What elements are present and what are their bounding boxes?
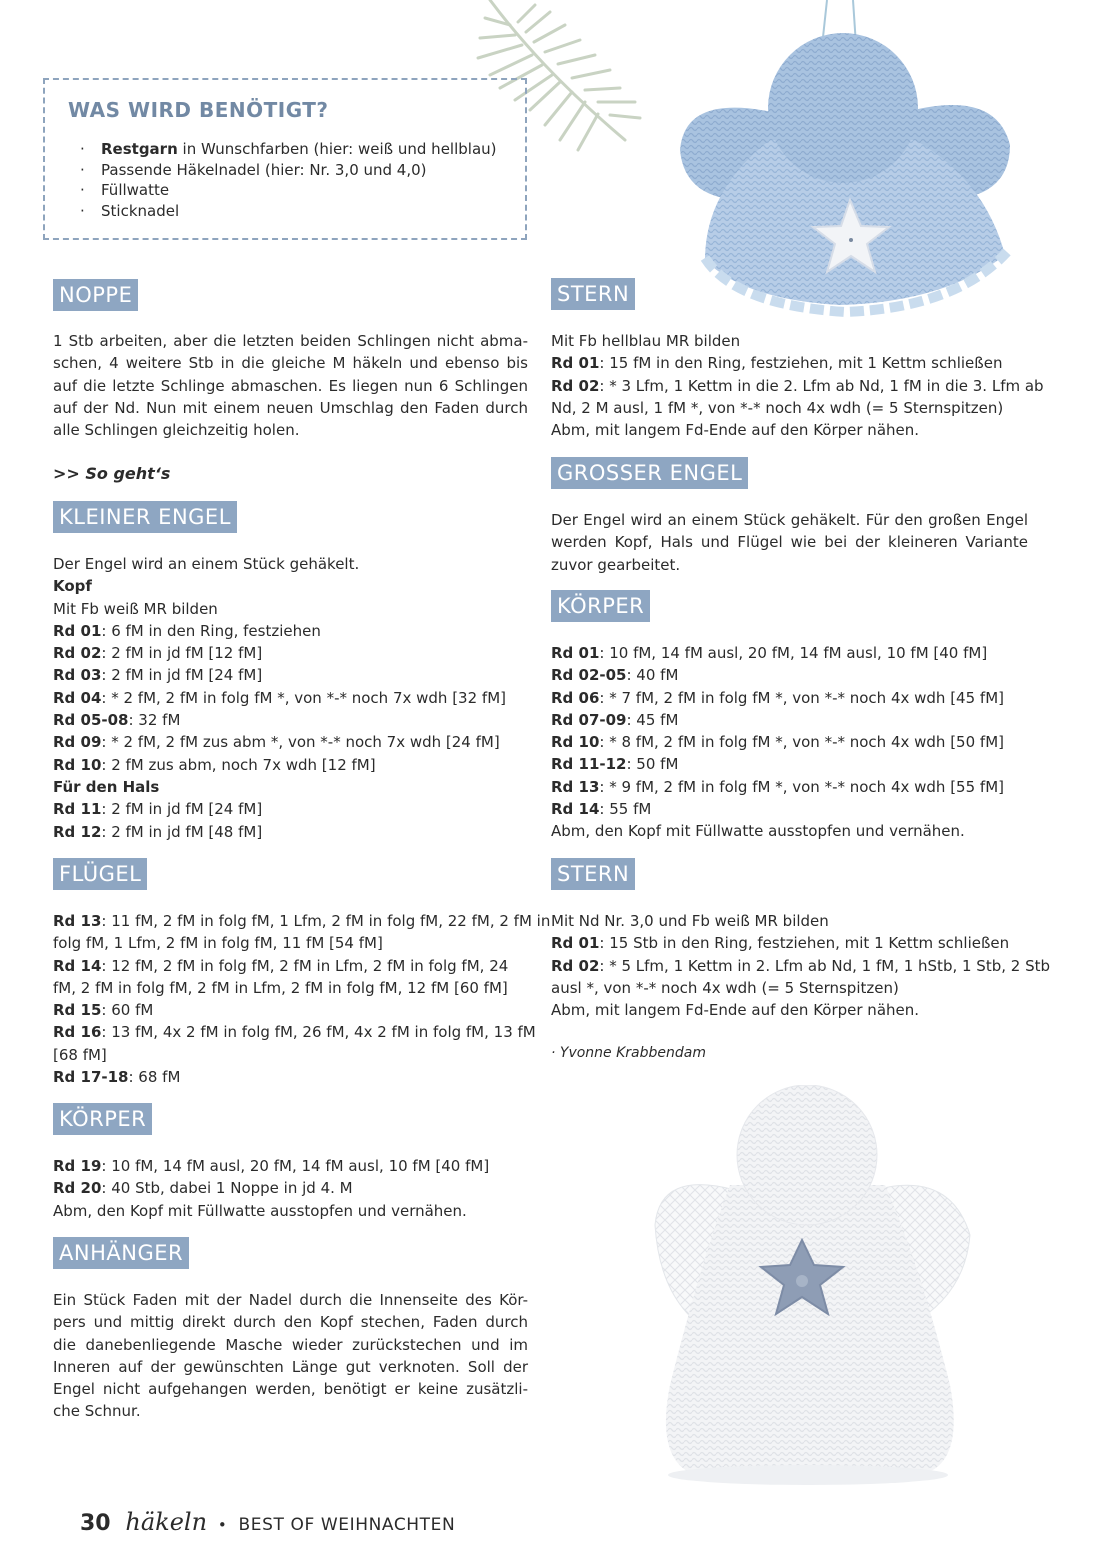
row-label: Rd 12 [53, 822, 102, 841]
row-line [551, 642, 1004, 664]
row-text: fM, 2 fM in folg fM, 2 fM in Lfm, 2 fM in folg fM, 12 fM [60 fM] [53, 978, 508, 997]
row-text: : 13 fM, 4x 2 fM in folg fM, 26 fM, 4x 2 fM in folg fM, 13 fM [101, 1023, 536, 1042]
row-line [53, 798, 506, 820]
row-label: Rd 10 [53, 755, 102, 774]
list-item [80, 201, 497, 222]
text-line: Engel nicht aufgehangen werden, benötigt er keine zusätzli- [53, 1380, 528, 1399]
text-line: Abm, mit langem Fd-Ende auf den Körper nähen. [551, 1001, 920, 1020]
section-heading-koerper-gross: KÖRPER [551, 590, 650, 622]
row-line [53, 955, 528, 977]
row-label: Rd 05-08 [53, 711, 129, 730]
text-line: ausl *, von *-* noch 4x wdh (= 5 Sternspitzen) [551, 978, 899, 997]
row-text: : 11 fM, 2 fM in folg fM, 1 Lfm, 2 fM in folg fM, 22 fM, 2 fM in [101, 912, 551, 930]
row-label: Rd 15 [53, 1001, 102, 1020]
row-label: Rd 17-18 [53, 1068, 129, 1087]
section-heading-grosser-engel: GROSSER ENGEL [551, 457, 748, 489]
item-bold: Restgarn [101, 140, 178, 158]
row-line [551, 687, 1004, 709]
row-line [53, 1044, 528, 1066]
row-text: : * 7 fM, 2 fM in folg fM *, von *-* noch 4x wdh [45 fM] [599, 688, 1004, 707]
section-heading-fluegel: FLÜGEL [53, 858, 147, 890]
subheading-hals: Für den Hals [53, 777, 160, 796]
row-line [53, 620, 506, 642]
row-text: : 10 fM, 14 fM ausl, 20 fM, 14 fM ausl, 10 fM [40 fM] [101, 1157, 490, 1175]
bullet-icon: · [80, 202, 85, 221]
row-label: Rd 03 [53, 666, 102, 685]
item-text: in Wunschfarben (hier: weiß und hellblau) [177, 140, 497, 158]
row-label: Rd 01 [53, 621, 102, 640]
row-label: Rd 13 [551, 777, 600, 796]
requirements-title: WAS WIRD BENÖTIGT? [68, 98, 329, 122]
item-text: Füllwatte [101, 181, 170, 200]
list-item [80, 180, 497, 201]
fluegel-text [53, 910, 551, 1088]
text-line: Der Engel wird an einem Stück gehäkelt. Für den großen Engel [551, 511, 1028, 529]
row-label: Rd 11 [53, 800, 102, 819]
row-line [53, 977, 528, 999]
blue-angel-photo [665, 30, 1035, 325]
text-line: Mit Nd Nr. 3,0 und Fb weiß MR bilden [551, 912, 829, 930]
row-text: : 40 Stb, dabei 1 Noppe in jd 4. M [101, 1179, 353, 1198]
list-item [80, 160, 497, 181]
row-label: Rd 10 [551, 733, 600, 752]
bullet-icon: · [80, 160, 85, 179]
text-line: alle Schlingen gleichzeitig holen. [53, 421, 300, 440]
row-text: : * 2 fM, 2 fM zus abm *, von *-* noch 7x wdh [24 fM] [101, 733, 500, 752]
row-label: Rd 14 [53, 956, 102, 975]
text-line: Ein Stück Faden mit der Nadel durch die Innenseite des Kör- [53, 1291, 528, 1309]
row-text: : 2 fM zus abm, noch 7x wdh [12 fM] [101, 755, 376, 774]
row-line [551, 932, 1028, 954]
section-heading-noppe: NOPPE [53, 279, 138, 311]
koerper-klein-text [53, 1155, 489, 1222]
row-label: Rd 02 [551, 376, 600, 395]
row-text: : * 2 fM, 2 fM in folg fM *, von *-* noch 7x wdh [32 fM] [101, 688, 506, 707]
subheading-kopf: Kopf [53, 577, 92, 596]
row-label: Rd 06 [551, 688, 600, 707]
row-label: Rd 02-05 [551, 666, 627, 685]
text-line: zuvor gearbeitet. [551, 555, 681, 574]
page-number: 30 [80, 1511, 111, 1536]
text-line: Abm, mit langem Fd-Ende auf den Körper nähen. [551, 421, 920, 440]
row-text: : 2 fM in jd fM [48 fM] [101, 822, 263, 841]
row-line [53, 642, 506, 664]
grosser-engel-text [551, 509, 1028, 576]
row-text: : * 5 Lfm, 1 Kettm in 2. Lfm ab Nd, 1 fM, 1 hStb, 1 Stb, 2 Stb [599, 956, 1051, 975]
footer-separator: • [217, 1516, 227, 1534]
item-text: Passende Häkelnadel (hier: Nr. 3,0 und 4,0) [101, 160, 427, 179]
text-line: auf der Nd. Nun mit einem neuen Umschlag den Faden durch [53, 398, 528, 417]
text-line: Inneren auf der gewünschten Länge gut verknoten. Soll der [53, 1357, 528, 1376]
row-text: : 40 fM [626, 666, 679, 685]
row-line [551, 731, 1004, 753]
row-line [53, 664, 506, 686]
row-text: : 15 Stb in den Ring, festziehen, mit 1 Kettm schließen [599, 934, 1010, 953]
row-text: : 45 fM [626, 710, 679, 729]
text-line: Mit Fb hellblau MR bilden [551, 332, 741, 350]
section-heading-koerper-klein: KÖRPER [53, 1103, 152, 1135]
text-line: werden Kopf, Hals und Flügel wie bei der kleineren Variante [551, 533, 1028, 552]
section-heading-anhaenger: ANHÄNGER [53, 1237, 189, 1269]
text-line: Mit Fb weiß MR bilden [53, 599, 218, 618]
row-label: Rd 19 [53, 1157, 102, 1175]
row-label: Rd 14 [551, 800, 600, 819]
text-line: schen, 4 weitere Stb in die gleiche M häkeln und ebenso bis [53, 354, 528, 373]
text-line: Nd, 2 M ausl, 1 fM *, von *-* noch 4x wdh (= 5 Sternspitzen) [551, 398, 1004, 417]
row-line [551, 709, 1004, 731]
noppe-text [53, 330, 528, 441]
brand-logo: häkeln [125, 1508, 208, 1536]
requirements-list [80, 139, 497, 222]
row-label: Rd 04 [53, 688, 102, 707]
so-gehts-label: >> So geht‘s [53, 464, 171, 483]
row-text: : 60 fM [101, 1001, 154, 1020]
row-line [53, 687, 506, 709]
series-title: BEST OF WEIHNACHTEN [238, 1515, 456, 1535]
row-line [53, 754, 506, 776]
row-label: Rd 11-12 [551, 755, 627, 774]
row-line [551, 375, 1044, 397]
row-text: : 32 fM [128, 711, 181, 730]
row-text: : 55 fM [599, 800, 652, 819]
section-heading-stern-2: STERN [551, 858, 635, 890]
row-line [53, 709, 506, 731]
bullet-icon: · [80, 140, 85, 158]
row-line [53, 821, 506, 843]
text-line: pers und mittig direkt durch den Kopf stechen, Faden durch [53, 1313, 528, 1332]
row-text: Abm, den Kopf mit Füllwatte ausstopfen und vernähen. [53, 1201, 467, 1220]
text-line: Abm, den Kopf mit Füllwatte ausstopfen und vernähen. [551, 822, 965, 841]
text-line: die danebenliegende Masche wieder zurückstechen und im [53, 1335, 528, 1354]
row-line [53, 1177, 489, 1199]
stern-2-text [551, 910, 1051, 1021]
row-text: [68 fM] [53, 1045, 107, 1064]
row-text: : * 9 fM, 2 fM in folg fM *, von *-* noch 4x wdh [55 fM] [599, 777, 1004, 796]
kleiner-engel-text [53, 553, 506, 843]
text-line: auf die letzte Schlinge abmaschen. Es liegen nun 6 Schlingen [53, 376, 528, 395]
author-credit: · Yvonne Krabbendam [551, 1045, 706, 1061]
row-text: : 2 fM in jd fM [12 fM] [101, 644, 263, 663]
page-footer [80, 1507, 455, 1537]
row-line [551, 352, 1028, 374]
row-label: Rd 02 [53, 644, 102, 663]
text-line: Der Engel wird an einem Stück gehäkelt. [53, 555, 360, 573]
row-line [53, 999, 528, 1021]
koerper-gross-text [551, 642, 1004, 843]
row-text: : 2 fM in jd fM [24 fM] [101, 666, 263, 685]
white-angel-photo [620, 1085, 990, 1485]
row-text: : * 8 fM, 2 fM in folg fM *, von *-* noch 4x wdh [50 fM] [599, 733, 1004, 752]
row-label: Rd 01 [551, 354, 600, 373]
row-label: Rd 20 [53, 1179, 102, 1198]
row-label: Rd 01 [551, 934, 600, 953]
row-text: : 12 fM, 2 fM in folg fM, 2 fM in Lfm, 2 fM in folg fM, 24 [101, 956, 509, 975]
row-label: Rd 02 [551, 956, 600, 975]
row-line [53, 910, 551, 932]
row-label: Rd 13 [53, 912, 102, 930]
section-heading-kleiner-engel: KLEINER ENGEL [53, 501, 237, 533]
row-line [551, 955, 1051, 977]
text-line: che Schnur. [53, 1402, 141, 1421]
row-text: : 15 fM in den Ring, festziehen, mit 1 Kettm schließen [599, 354, 1003, 373]
row-text: folg fM, 1 Lfm, 2 fM in folg fM, 11 fM [54 fM] [53, 934, 383, 953]
stern-text [551, 330, 1044, 441]
section-heading-stern: STERN [551, 278, 635, 310]
row-text: : 2 fM in jd fM [24 fM] [101, 800, 263, 819]
row-line [551, 753, 1004, 775]
row-text: : * 3 Lfm, 1 Kettm in die 2. Lfm ab Nd, 1 fM in die 3. Lfm ab [599, 376, 1044, 395]
row-line [53, 1021, 536, 1043]
row-text: : 10 fM, 14 fM ausl, 20 fM, 14 fM ausl, 10 fM [40 fM] [599, 644, 988, 662]
row-label: Rd 16 [53, 1023, 102, 1042]
row-line [53, 1200, 489, 1222]
list-item [80, 139, 497, 160]
row-text: : 50 fM [626, 755, 679, 774]
row-text: : 68 fM [128, 1068, 181, 1087]
row-line [53, 932, 528, 954]
row-line [551, 776, 1004, 798]
row-label: Rd 07-09 [551, 710, 627, 729]
row-line [551, 798, 1004, 820]
row-line [551, 664, 1004, 686]
anhaenger-text [53, 1289, 528, 1423]
bullet-icon: · [80, 181, 85, 200]
row-text: : 6 fM in den Ring, festziehen [101, 621, 321, 640]
row-label: Rd 09 [53, 733, 102, 752]
row-line [53, 731, 506, 753]
item-text: Sticknadel [101, 202, 180, 221]
row-line [53, 1066, 528, 1088]
text-line: 1 Stb arbeiten, aber die letzten beiden Schlingen nicht abma- [53, 332, 528, 350]
row-label: Rd 01 [551, 644, 600, 662]
row-line [53, 1155, 489, 1177]
